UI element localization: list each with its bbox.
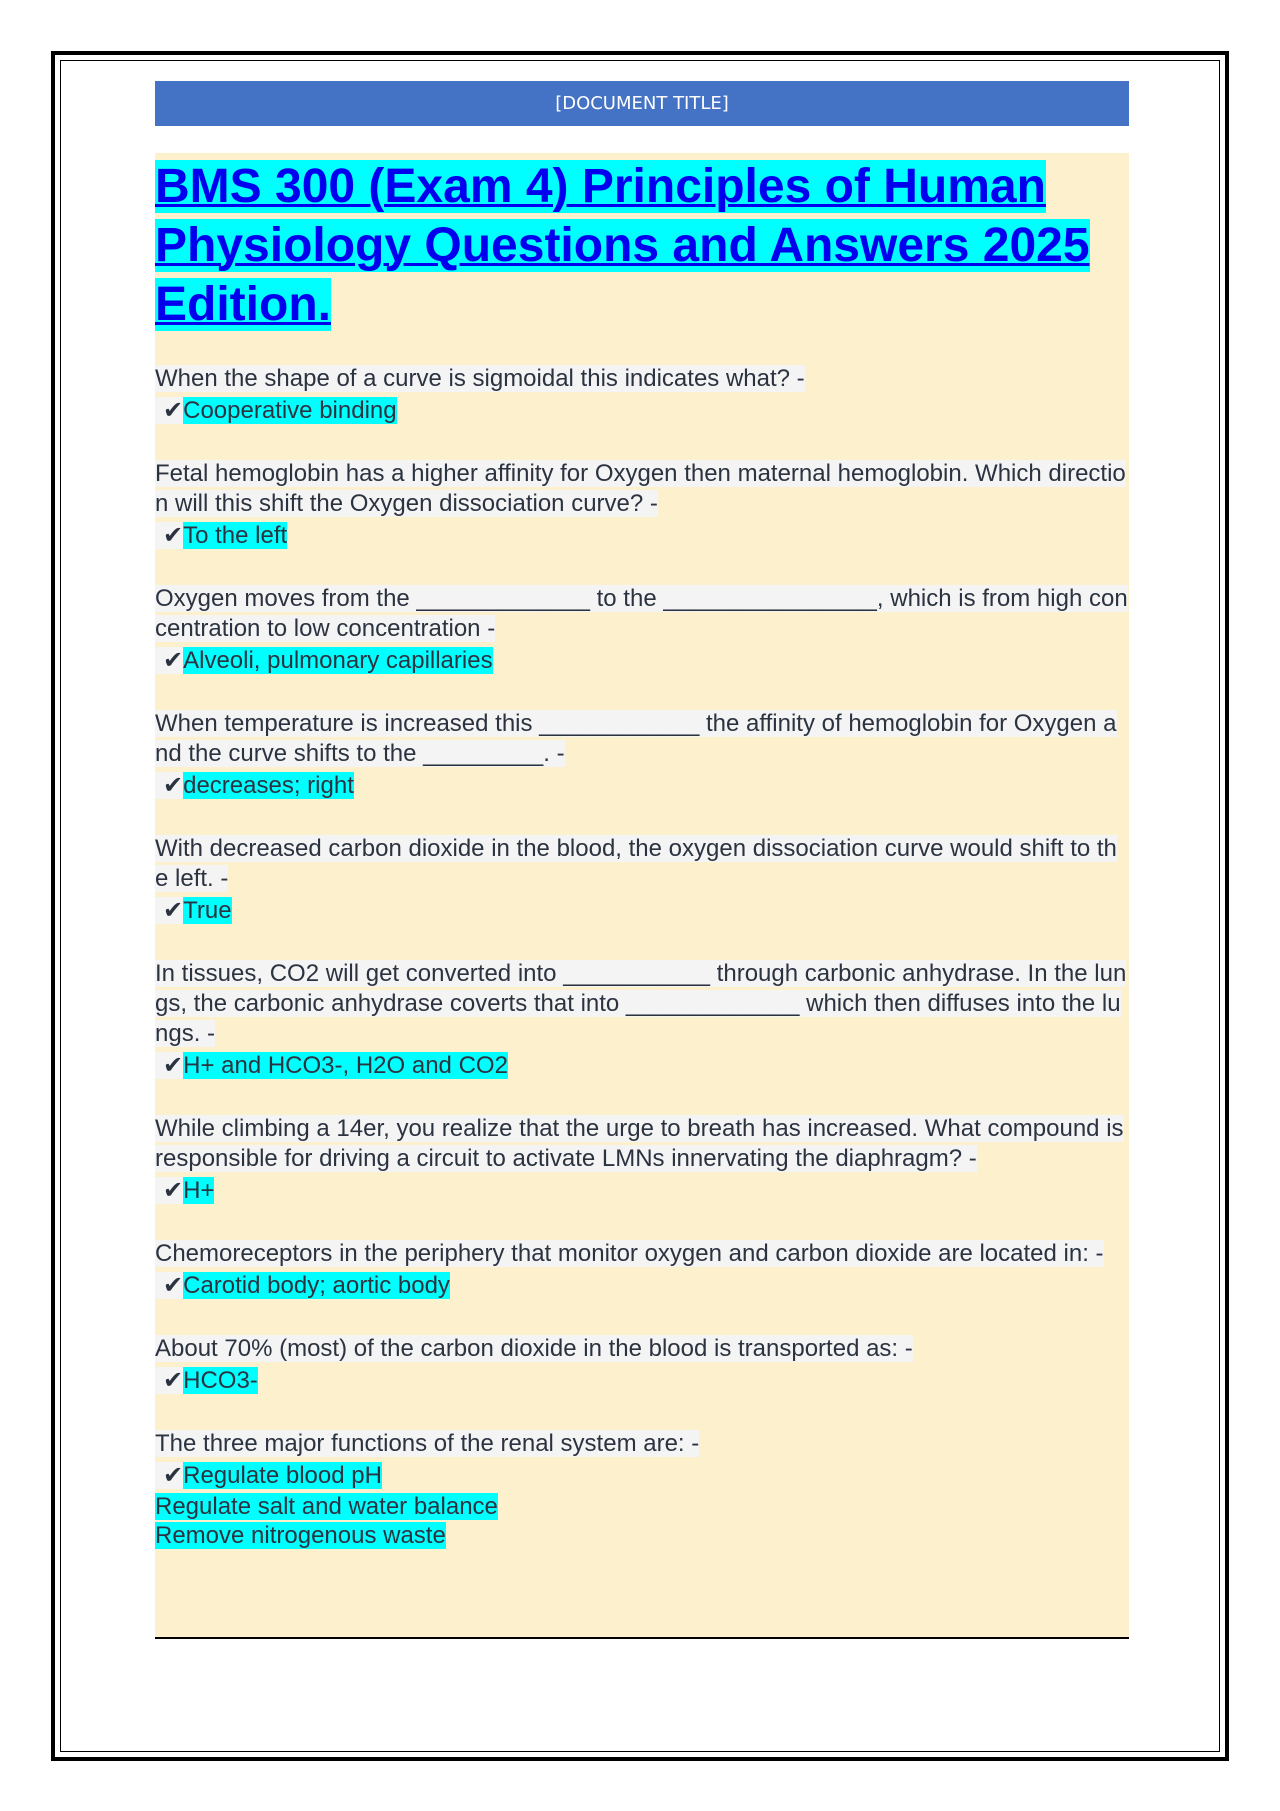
document-title (155, 153, 1129, 334)
answer-line (155, 1459, 1129, 1492)
answer-line (155, 1049, 1129, 1082)
qa-item (155, 1429, 1129, 1550)
checkmark-icon: ✔ (155, 1462, 183, 1489)
qa-item (155, 1334, 1129, 1397)
question-text: Fetal hemoglobin has a higher affinity for Oxygen then maternal hemoglobin. Which direction will this shift the Oxygen dissociation curve? - (155, 460, 1126, 517)
answer-extra-line: Remove nitrogenous waste (155, 1522, 446, 1549)
qa-list (155, 364, 1129, 1550)
qa-item (155, 1239, 1129, 1302)
qa-item (155, 459, 1129, 552)
qa-item (155, 1114, 1129, 1207)
question-text: In tissues, CO2 will get converted into ___________ through carbonic anhydrase. In the lungs, the carbonic anhydrase coverts that into _____________ which then diffuses into the lungs. - (155, 960, 1127, 1047)
question-text: The three major functions of the renal system are: - (155, 1430, 700, 1457)
answer-line (155, 769, 1129, 802)
checkmark-icon: ✔ (155, 647, 183, 674)
qa-item (155, 584, 1129, 677)
answer-text: H+ and HCO3-, H2O and CO2 (183, 1052, 508, 1079)
answer-line (155, 1364, 1129, 1397)
checkmark-icon: ✔ (155, 1272, 183, 1299)
qa-item (155, 364, 1129, 427)
checkmark-icon: ✔ (155, 1177, 183, 1204)
checkmark-icon: ✔ (155, 772, 183, 799)
checkmark-icon: ✔ (155, 1052, 183, 1079)
question-text: When temperature is increased this ____________ the affinity of hemoglobin for Oxygen and the curve shifts to the _________. - (155, 710, 1117, 767)
bottom-rule (155, 1637, 1129, 1639)
answer-text: Alveoli, pulmonary capillaries (183, 647, 493, 674)
question-text: While climbing a 14er, you realize that the urge to breath has increased. What compound is responsible for driving a circuit to activate LMNs innervating the diaphragm? - (155, 1115, 1124, 1172)
document-header-title: [DOCUMENT TITLE] (555, 93, 729, 114)
answer-text: H+ (183, 1177, 215, 1204)
answer-line (155, 894, 1129, 927)
answer-text: To the left (183, 522, 288, 549)
question-text: With decreased carbon dioxide in the blood, the oxygen dissociation curve would shift to the left. - (155, 835, 1117, 892)
qa-item (155, 709, 1129, 802)
answer-line (155, 644, 1129, 677)
answer-line (155, 394, 1129, 427)
checkmark-icon: ✔ (155, 897, 183, 924)
qa-item (155, 834, 1129, 927)
question-text: About 70% (most) of the carbon dioxide in the blood is transported as: - (155, 1335, 913, 1362)
question-text: Chemoreceptors in the periphery that monitor oxygen and carbon dioxide are located in: - (155, 1240, 1104, 1267)
question-text: Oxygen moves from the _____________ to the ________________, which is from high concentration to low concentration - (155, 585, 1128, 642)
answer-text: decreases; right (183, 772, 354, 799)
answer-text: True (183, 897, 232, 924)
checkmark-icon: ✔ (155, 522, 183, 549)
answer-text: Carotid body; aortic body (183, 1272, 450, 1299)
question-text: When the shape of a curve is sigmoidal this indicates what? - (155, 365, 805, 392)
answer-text: Cooperative binding (183, 397, 397, 424)
document-title-link[interactable]: BMS 300 (Exam 4) Principles of Human Physiology Questions and Answers 2025 Edition. (155, 160, 1090, 331)
answer-line (155, 519, 1129, 552)
answer-line (155, 1269, 1129, 1302)
qa-item (155, 959, 1129, 1082)
document-body (155, 153, 1129, 1638)
document-header (155, 81, 1129, 126)
answer-text: Regulate blood pH (183, 1462, 382, 1489)
checkmark-icon: ✔ (155, 1367, 183, 1394)
answer-line (155, 1174, 1129, 1207)
answer-text: HCO3- (183, 1367, 258, 1394)
checkmark-icon: ✔ (155, 397, 183, 424)
answer-extra-line: Regulate salt and water balance (155, 1493, 498, 1520)
